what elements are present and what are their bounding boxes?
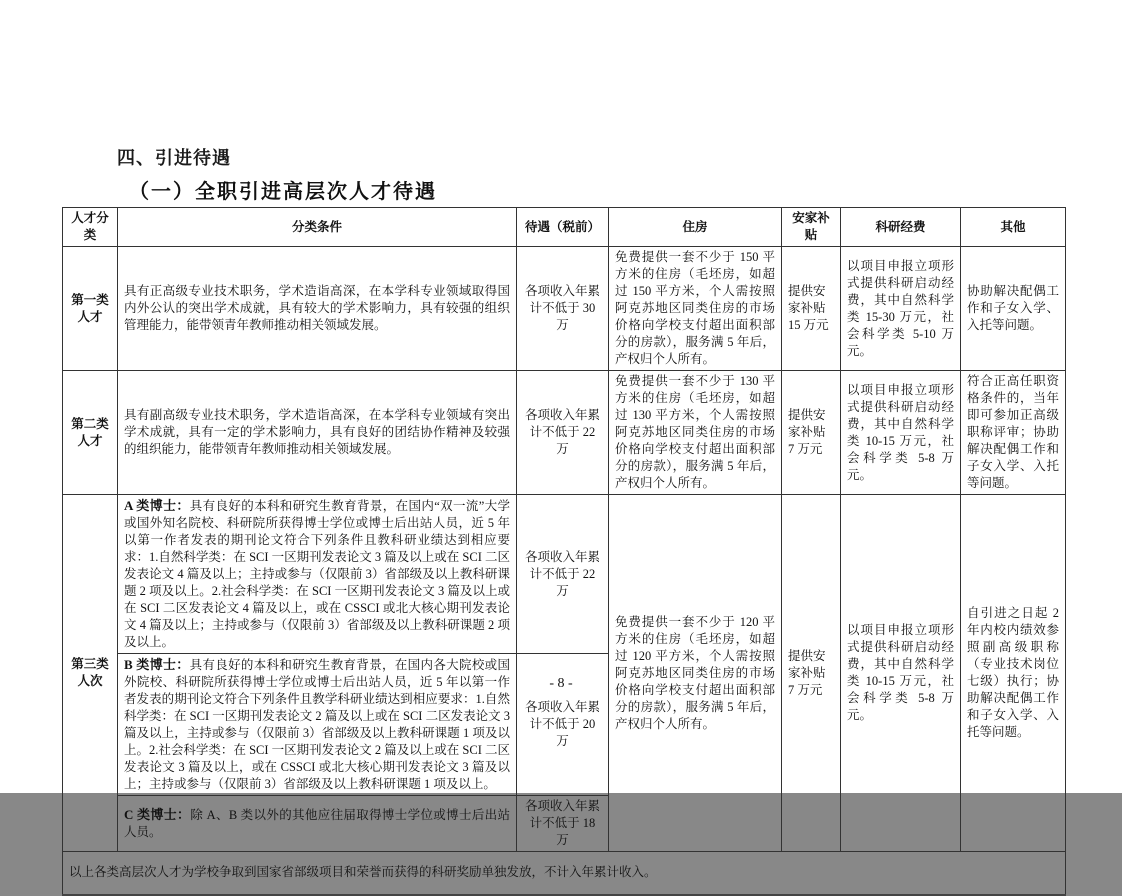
table-header-row xyxy=(63,208,1066,247)
cell-tier2-funding: 以项目申报立项形式提供科研启动经费，其中自然科学类 10-15 万元，社会科学类 5-8 万元。 xyxy=(841,371,961,495)
col-header-allowance: 安家补贴 xyxy=(782,208,841,247)
talent-benefits-table xyxy=(62,207,1066,896)
phd-a-label: A 类博士： xyxy=(124,498,190,513)
cell-phd-c-salary: 各项收入年累计不低于 18 万 xyxy=(517,796,609,852)
cell-tier3-funding: 以项目申报立项形式提供科研启动经费，其中自然科学类 10-15 万元，社会科学类 5-8 万元。 xyxy=(841,495,961,852)
cell-tier1-category: 第一类人才 xyxy=(63,247,118,371)
section-heading: 四、引进待遇 xyxy=(117,148,231,168)
col-header-housing: 住房 xyxy=(609,208,782,247)
table-footnote: 以上各类高层次人才为学校争取到国家省部级项目和荣誉而获得的科研奖励单独发放，不计入年累计收入。 xyxy=(63,852,1066,895)
cell-tier1-funding: 以项目申报立项形式提供科研启动经费，其中自然科学类 15-30 万元，社会科学类 5-10 万元。 xyxy=(841,247,961,371)
cell-tier3-category: 第三类人次 xyxy=(63,495,118,852)
col-header-funding: 科研经费 xyxy=(841,208,961,247)
col-header-other: 其他 xyxy=(961,208,1066,247)
cell-phd-b-conditions xyxy=(118,654,517,796)
table-row-tier2 xyxy=(63,371,1066,495)
table-row-tier1 xyxy=(63,247,1066,371)
cell-phd-b-salary: 各项收入年累计不低于 20 万 xyxy=(517,654,609,796)
phd-b-conditions-text: 具有良好的本科和研究生教育背景，在国内各大院校或国外院校、科研院所获得博士学位或博士后出站人员，近 5 年以第一作者发表的期刊论文符合下列条件且教学科研业绩达到相应要求：1.自然科学类：在 SCI 一区期刊发表论文 2 篇及以上或在 SCI 二区发表论文 3 篇及以上，主持或参与（仅限前 3）省部级及以上教科研课题 1 项及以上。2.社会科学类：在 SCI 一区期刊发表论文 2 篇及以上或在 SCI 二区发表论文 3 篇及以上，或在 CSSCI 或北大核心期刊发表论文 3 篇及以上；主持或参与（仅限前 3）省部级及以上教科研课题 1 项及以上。 xyxy=(124,658,510,791)
cell-tier3-allowance: 提供安家补贴 7 万元 xyxy=(782,495,841,852)
phd-a-conditions-text: 具有良好的本科和研究生教育背景，在国内“双一流”大学或国外知名院校、科研院所获得博士学位或博士后出站人员，近 5 年以第一作者发表的期刊论文符合下列条件且教科研业绩达到相应要求：1.自然科学类：在 SCI 一区期刊发表论文 3 篇及以上或在 SCI 二区发表论文 4 篇及以上；主持或参与（仅限前 3）省部级及以上教科研课题 2 项及以上。2.社会科学类：在 SCI 一区期刊发表论文 3 篇及以上或在 SCI 二区发表论文 4 篇及以上，或在 CSSCI 或北大核心期刊发表论文 4 篇及以上；主持或参与（仅限前 3）省部级及以上教科研课题 2 项及以上。 xyxy=(124,499,510,649)
cell-tier2-salary: 各项收入年累计不低于 22 万 xyxy=(517,371,609,495)
cell-tier2-other: 符合正高任职资格条件的，当年即可参加正高级职称评审；协助解决配偶工作和子女入学、入托等问题。 xyxy=(961,371,1066,495)
page-number: - 8 - xyxy=(549,676,573,691)
cell-tier1-housing: 免费提供一套不少于 150 平方米的住房（毛坯房，如超过 150 平方米，个人需按照阿克苏地区同类住房的市场价格向学校支付超出面积部分的房款），服务满 5 年后，产权归个人所有。 xyxy=(609,247,782,371)
cell-tier2-allowance: 提供安家补贴 7 万元 xyxy=(782,371,841,495)
col-header-salary: 待遇（税前） xyxy=(517,208,609,247)
cell-tier3-housing: 免费提供一套不少于 120 平方米的住房（毛坯房，如超过 120 平方米，个人需按照阿克苏地区同类住房的市场价格向学校支付超出面积部分的房款），服务满 5 年后，产权归个人所有。 xyxy=(609,495,782,852)
phd-b-label: B 类博士： xyxy=(124,657,190,672)
cell-phd-a-salary: 各项收入年累计不低于 22 万 xyxy=(517,495,609,654)
table-footnote-row xyxy=(63,852,1066,895)
phd-c-label: C 类博士： xyxy=(124,807,191,822)
cell-phd-a-conditions xyxy=(118,495,517,654)
cell-tier1-conditions: 具有正高级专业技术职务，学术造诣高深，在本学科专业领域取得国内外公认的突出学术成就，具有较大的学术影响力，具有较强的组织管理能力，能带领青年教师推动相关领域发展。 xyxy=(118,247,517,371)
cell-tier1-other: 协助解决配偶工作和子女入学、入托等问题。 xyxy=(961,247,1066,371)
cell-tier1-salary: 各项收入年累计不低于 30 万 xyxy=(517,247,609,371)
cell-tier1-allowance: 提供安家补贴 15 万元 xyxy=(782,247,841,371)
cell-tier2-housing: 免费提供一套不少于 130 平方米的住房（毛坯房，如超过 130 平方米，个人需按照阿克苏地区同类住房的市场价格向学校支付超出面积部分的房款），服务满 5 年后，产权归个人所有。 xyxy=(609,371,782,495)
cell-phd-c-conditions xyxy=(118,796,517,852)
subsection-heading: （一）全职引进高层次人才待遇 xyxy=(129,181,437,203)
cell-tier3-other: 自引进之日起 2 年内校内绩效参照副高级职称（专业技术岗位七级）执行；协助解决配偶工作和子女入学、入托等问题。 xyxy=(961,495,1066,852)
cell-tier2-category: 第二类人才 xyxy=(63,371,118,495)
col-header-conditions: 分类条件 xyxy=(118,208,517,247)
col-header-category: 人才分类 xyxy=(63,208,118,247)
phd-c-conditions-text: 除 A、B 类以外的其他应往届取得博士学位或博士后出站人员。 xyxy=(124,808,511,839)
table-row-tier3-phd-a xyxy=(63,495,1066,654)
cell-tier2-conditions: 具有副高级专业技术职务，学术造诣高深，在本学科专业领域有突出学术成就，具有一定的学术影响力，具有良好的团结协作精神及较强的组织能力，能带领青年教师推动相关领域发展。 xyxy=(118,371,517,495)
